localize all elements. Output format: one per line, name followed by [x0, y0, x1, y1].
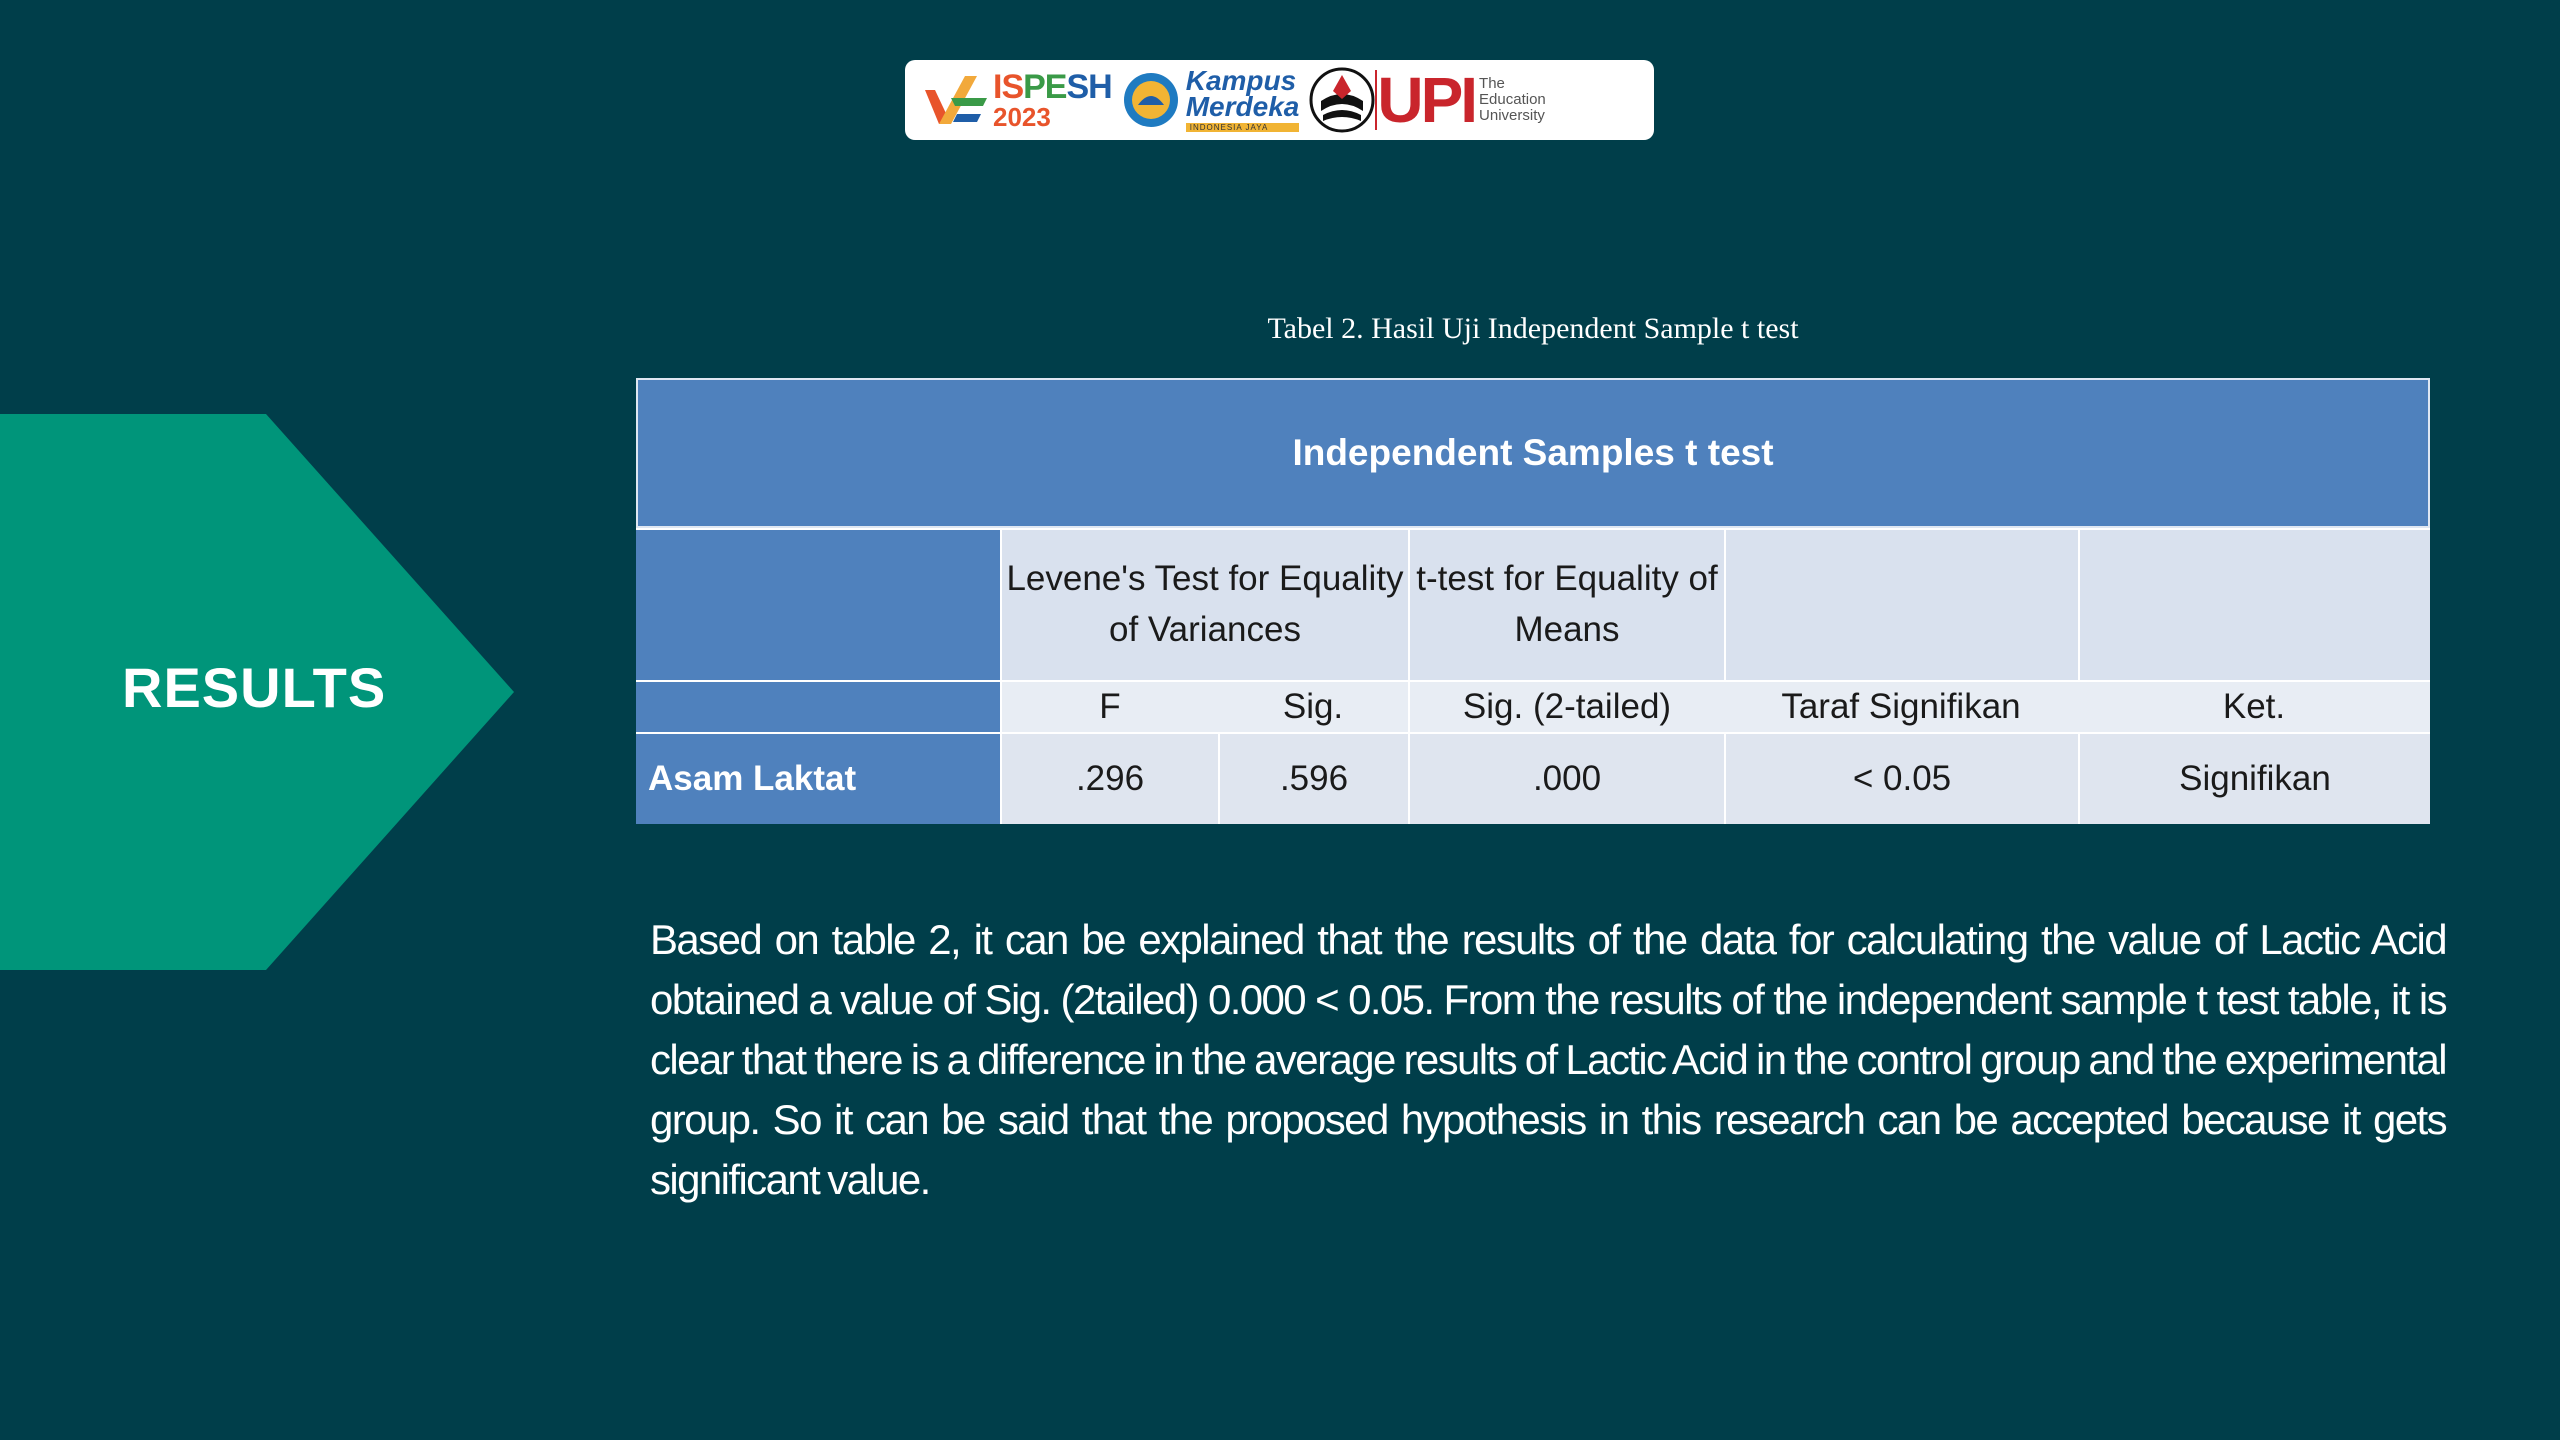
kampus-sub: INDONESIA JAYA	[1186, 123, 1300, 133]
cell-sig: .596	[1218, 732, 1408, 824]
ispesh-name: ISPESH	[993, 68, 1112, 106]
upi-emblem-icon	[1309, 67, 1375, 133]
ispesh-mark-icon	[921, 68, 991, 132]
column-header-taraf: Taraf Signifikan	[1724, 680, 2078, 732]
section-label: RESULTS	[122, 656, 387, 719]
table-caption: Tabel 2. Hasil Uji Independent Sample t test	[1267, 312, 1799, 345]
column-header-f: F	[1000, 680, 1218, 732]
empty-group-header	[2078, 528, 2430, 680]
edu-line3: University	[1479, 106, 1545, 124]
upi-logo	[1309, 64, 1546, 136]
column-header-sig-2tailed: Sig. (2-tailed)	[1408, 680, 1724, 732]
levene-group-header: Levene's Test for Equality of Variances	[1000, 528, 1408, 680]
logo-banner	[905, 60, 1654, 140]
table-corner-cell	[636, 528, 1000, 680]
edu-line1: The	[1479, 75, 1505, 93]
cell-ket: Signifikan	[2078, 732, 2430, 824]
tut-wuri-handayani-icon	[1122, 71, 1180, 129]
upi-wordmark: UPI	[1377, 64, 1476, 136]
cell-taraf: < 0.05	[1724, 732, 2078, 824]
empty-group-header	[1724, 528, 2078, 680]
column-header-ket: Ket.	[2078, 680, 2430, 732]
ispesh-year: 2023	[993, 102, 1051, 132]
kemdikbud-logo	[1122, 64, 1300, 132]
ispesh-logo	[921, 68, 1112, 132]
edu-line2: Education	[1479, 91, 1546, 109]
ttest-group-header: t-test for Equality of Means	[1408, 528, 1724, 680]
kampus-line1: Kampus	[1185, 64, 1297, 96]
cell-f: .296	[1000, 732, 1218, 824]
cell-sig-2tailed: .000	[1408, 732, 1724, 824]
results-table	[636, 378, 2430, 824]
column-header-sig: Sig.	[1218, 680, 1408, 732]
explanation-paragraph: Based on table 2, it can be explained that the results of the data for calculating the value of Lactic Acid obtained a value of Sig. (2tailed) 0.000 < 0.05. From the results of the independent sample t test table, it is clear that there is a difference in the average results of Lactic Acid in the control group and the experimental group. So it can be said that the proposed hypothesis in this research can be accepted because it gets significant value.	[650, 916, 2446, 1203]
row-label-asam-laktat: Asam Laktat	[636, 732, 1000, 824]
edu-wordmark	[1479, 76, 1546, 123]
table-title: Independent Samples t test	[636, 378, 2430, 528]
row-label-header	[636, 680, 1000, 732]
kampus-line2: Merdeka	[1185, 91, 1300, 123]
